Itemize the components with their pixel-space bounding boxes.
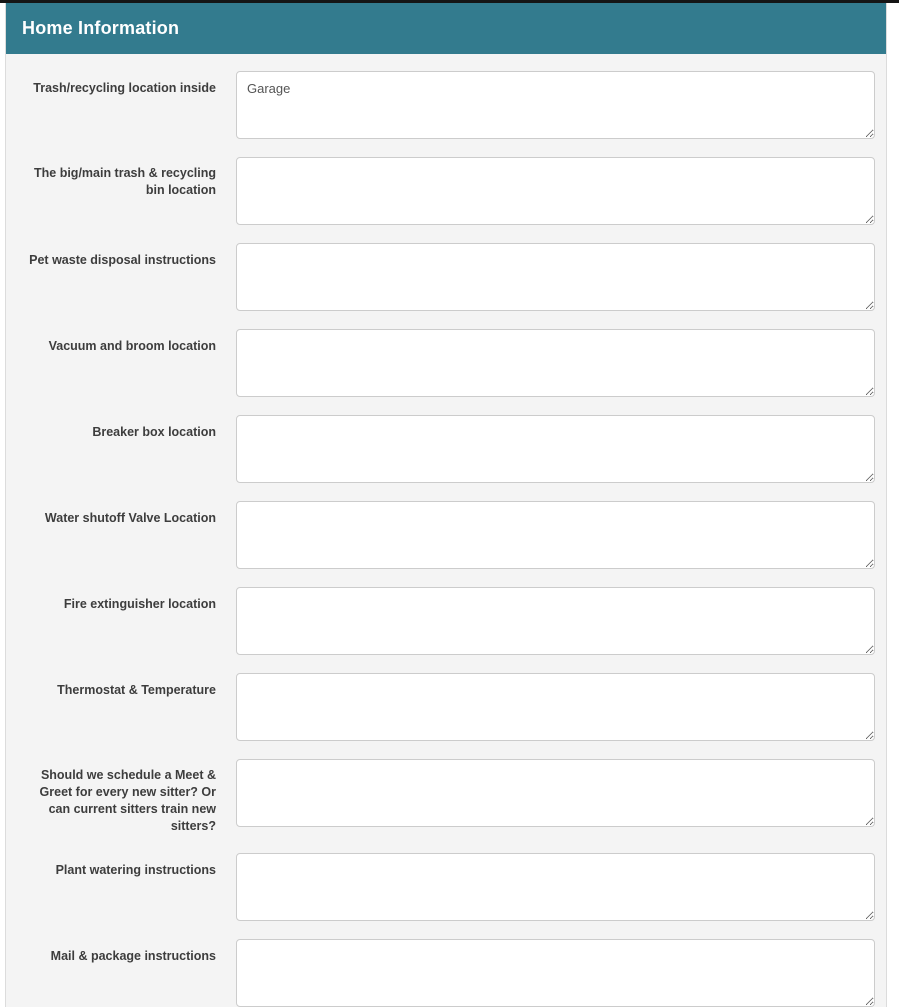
- field-label-column: [6, 759, 236, 835]
- field-label-column: [6, 673, 236, 699]
- form-row: [6, 939, 886, 1007]
- field-textarea[interactable]: [236, 415, 875, 483]
- field-label: Pet waste disposal instructions: [29, 253, 216, 267]
- field-input-column: [236, 853, 886, 921]
- field-label-column: [6, 415, 236, 441]
- form-row: [6, 243, 886, 311]
- field-textarea[interactable]: [236, 939, 875, 1007]
- field-textarea[interactable]: [236, 501, 875, 569]
- field-label: Breaker box location: [92, 425, 216, 439]
- field-input-column: [236, 243, 886, 311]
- field-textarea[interactable]: [236, 71, 875, 139]
- field-input-column: [236, 673, 886, 741]
- field-label: Water shutoff Valve Location: [44, 511, 216, 525]
- field-textarea[interactable]: [236, 673, 875, 741]
- home-information-panel: [5, 3, 887, 1007]
- form-row: [6, 673, 886, 741]
- field-textarea[interactable]: [236, 243, 875, 311]
- form-row: [6, 501, 886, 569]
- field-input-column: [236, 501, 886, 569]
- field-label: Mail & package instructions: [50, 949, 216, 963]
- form-row: [6, 759, 886, 835]
- form-row: [6, 415, 886, 483]
- field-label: Fire extinguisher location: [63, 597, 216, 611]
- field-label: Trash/recycling location inside: [33, 81, 216, 95]
- field-textarea[interactable]: [236, 157, 875, 225]
- field-textarea[interactable]: [236, 759, 875, 827]
- form-row: [6, 853, 886, 921]
- field-textarea[interactable]: [236, 587, 875, 655]
- field-label: The big/main trash & recycling bin location: [34, 166, 216, 197]
- home-information-form: [6, 54, 886, 1007]
- field-input-column: [236, 157, 886, 225]
- field-label: Should we schedule a Meet & Greet for every new sitter? Or can current sitters train new sitters?: [39, 768, 216, 833]
- page-title: Home Information: [22, 18, 180, 38]
- field-input-column: [236, 939, 886, 1007]
- form-row: [6, 587, 886, 655]
- field-label-column: [6, 587, 236, 613]
- panel-header: [6, 3, 886, 54]
- field-label-column: [6, 501, 236, 527]
- field-label: Plant watering instructions: [55, 863, 216, 877]
- form-row: [6, 329, 886, 397]
- field-label-column: [6, 157, 236, 199]
- field-input-column: [236, 415, 886, 483]
- field-label: Thermostat & Temperature: [57, 683, 216, 697]
- field-textarea[interactable]: [236, 329, 875, 397]
- field-input-column: [236, 329, 886, 397]
- field-input-column: [236, 759, 886, 827]
- field-label-column: [6, 853, 236, 879]
- field-label-column: [6, 329, 236, 355]
- field-label-column: [6, 939, 236, 965]
- form-row: [6, 157, 886, 225]
- field-label-column: [6, 243, 236, 269]
- field-label-column: [6, 71, 236, 97]
- field-input-column: [236, 587, 886, 655]
- field-label: Vacuum and broom location: [48, 339, 216, 353]
- field-textarea[interactable]: [236, 853, 875, 921]
- form-row: [6, 71, 886, 139]
- field-input-column: [236, 71, 886, 139]
